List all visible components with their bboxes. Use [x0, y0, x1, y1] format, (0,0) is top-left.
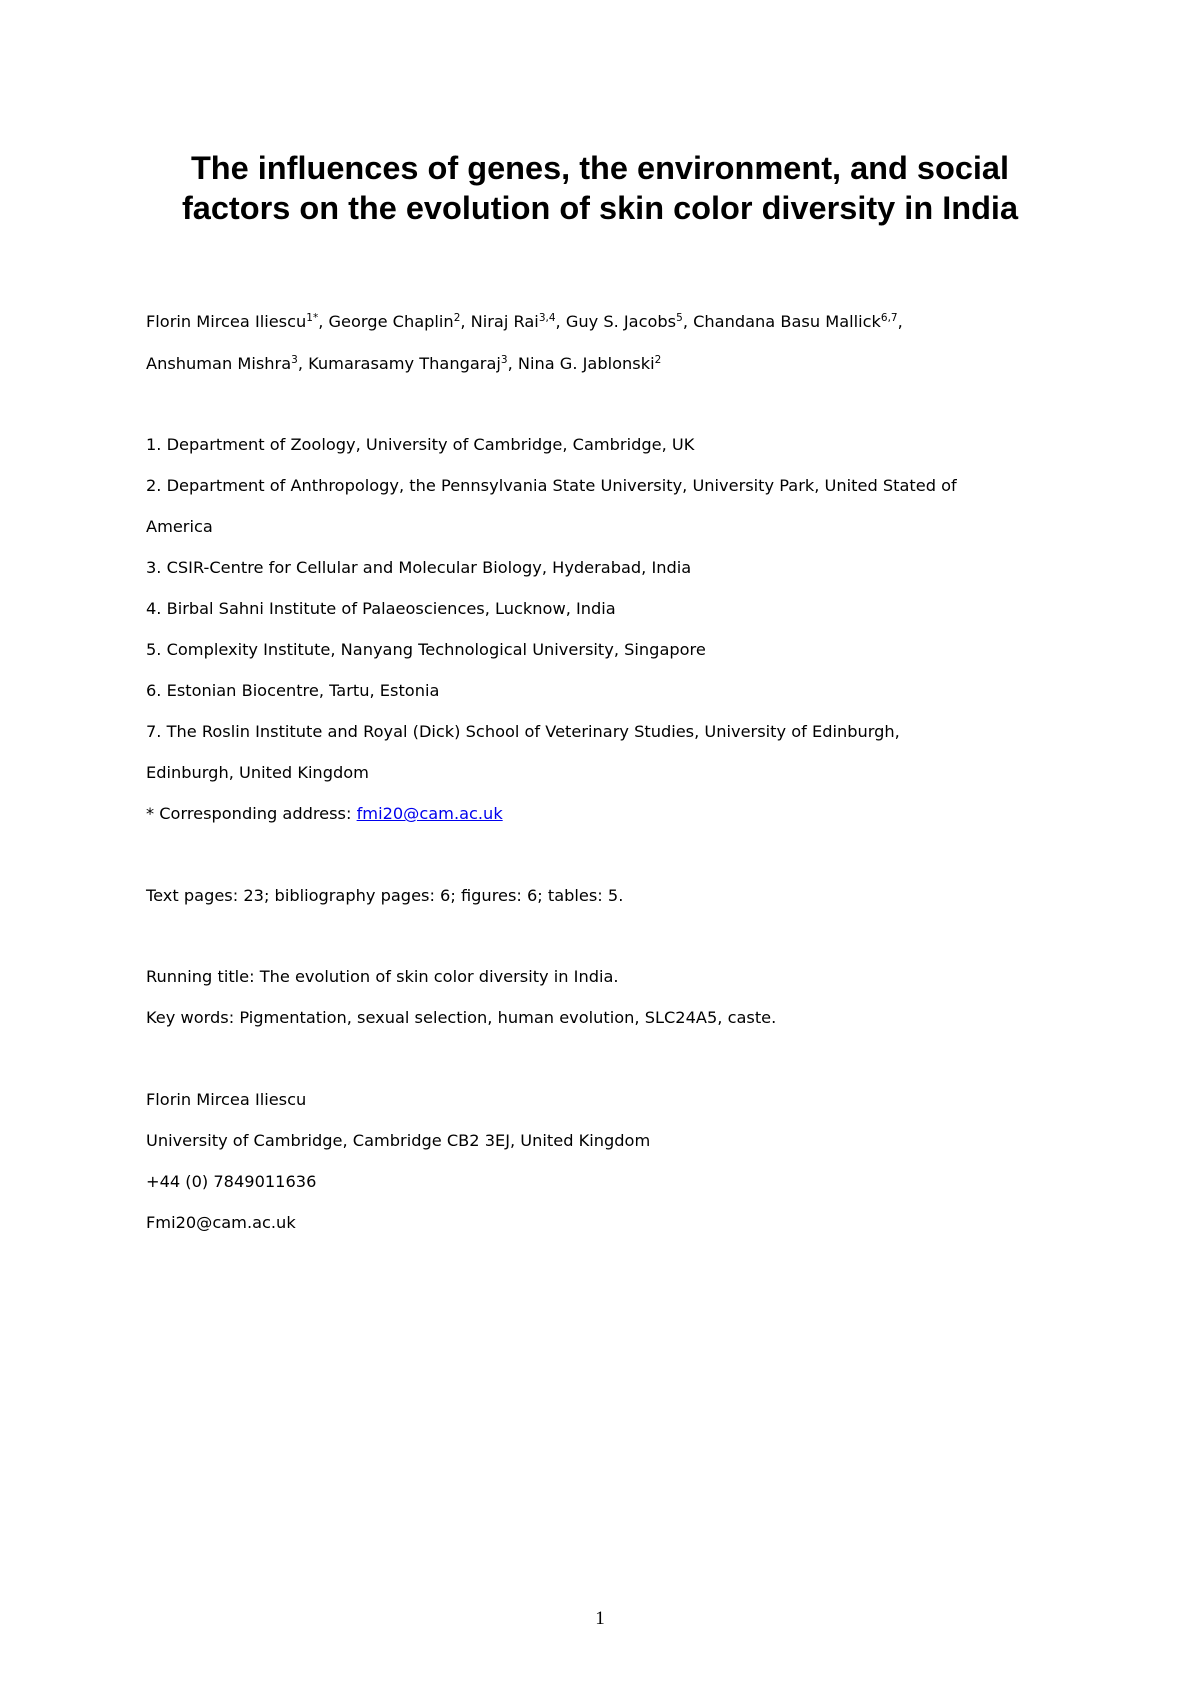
- key-words: Key words: Pigmentation, sexual selection, human evolution, SLC24A5, caste.: [146, 1008, 777, 1027]
- page-number: 1: [595, 1608, 605, 1629]
- contact-address: University of Cambridge, Cambridge CB2 3EJ, United Kingdom: [146, 1131, 651, 1150]
- authors-line-1: Florin Mircea Iliescu$^{1*}$, George Chaplin$^2$, Niraj Rai$^{3,4}$, Guy S. Jacobs$^5$, Chandana Basu Mallick$^{6,7}$,: [146, 312, 903, 331]
- author-name: Chandana Basu Mallick: [693, 312, 881, 331]
- author-affiliation-sup: 5: [676, 312, 683, 324]
- affiliation-6: 6. Estonian Biocentre, Tartu, Estonia: [146, 681, 440, 700]
- author-affiliation-sup: 3,4: [538, 312, 556, 324]
- author-name: Nina G. Jablonski: [517, 354, 655, 373]
- author-affiliation-sup: 2: [453, 312, 461, 324]
- author-name: Anshuman Mishra: [146, 354, 292, 373]
- author-name: Guy S. Jacobs: [565, 312, 677, 331]
- running-title: Running title: The evolution of skin color diversity in India.: [146, 967, 619, 986]
- corresponding-label: * Corresponding address:: [146, 804, 357, 823]
- author-affiliation-sup: 3: [291, 354, 298, 366]
- page-counts: Text pages: 23; bibliography pages: 6; figures: 6; tables: 5.: [146, 886, 624, 905]
- paper-title: [0, 148, 1200, 228]
- corresponding-address: [146, 804, 503, 823]
- affiliation-3: 3. CSIR-Centre for Cellular and Molecular Biology, Hyderabad, India: [146, 558, 692, 577]
- affiliation-7-continued: Edinburgh, United Kingdom: [146, 763, 369, 782]
- contact-email: Fmi20@cam.ac.uk: [146, 1213, 296, 1232]
- author-affiliation-sup: 2: [654, 354, 662, 366]
- corresponding-email-link[interactable]: fmi20@cam.ac.uk: [356, 804, 503, 823]
- affiliation-4: 4. Birbal Sahni Institute of Palaeosciences, Lucknow, India: [146, 599, 616, 618]
- affiliation-2: 2. Department of Anthropology, the Pennsylvania State University, University Park, United Stated of: [146, 476, 957, 495]
- author-name: Florin Mircea Iliescu: [146, 312, 307, 331]
- title-line-1: The influences of genes, the environment, and social: [190, 150, 1010, 186]
- authors-line-2: Anshuman Mishra$^3$, Kumarasamy Thangaraj$^3$, Nina G. Jablonski$^2$: [146, 354, 662, 373]
- author-name: Niraj Rai: [470, 312, 539, 331]
- author-affiliation-sup: 1*: [306, 312, 319, 324]
- affiliation-7: 7. The Roslin Institute and Royal (Dick) School of Veterinary Studies, University of Edinburgh,: [146, 722, 900, 741]
- contact-name: Florin Mircea Iliescu: [146, 1090, 307, 1109]
- author-name: Kumarasamy Thangaraj: [308, 354, 501, 373]
- contact-phone: +44 (0) 7849011636: [146, 1172, 317, 1191]
- affiliation-1: 1. Department of Zoology, University of Cambridge, Cambridge, UK: [146, 435, 695, 454]
- author-affiliation-sup: 6,7: [880, 312, 898, 324]
- title-line-2: factors on the evolution of skin color diversity in India: [181, 190, 1019, 226]
- author-name: George Chaplin: [328, 312, 454, 331]
- affiliation-5: 5. Complexity Institute, Nanyang Technological University, Singapore: [146, 640, 706, 659]
- affiliation-2-continued: America: [146, 517, 213, 536]
- author-affiliation-sup: 3: [500, 354, 508, 366]
